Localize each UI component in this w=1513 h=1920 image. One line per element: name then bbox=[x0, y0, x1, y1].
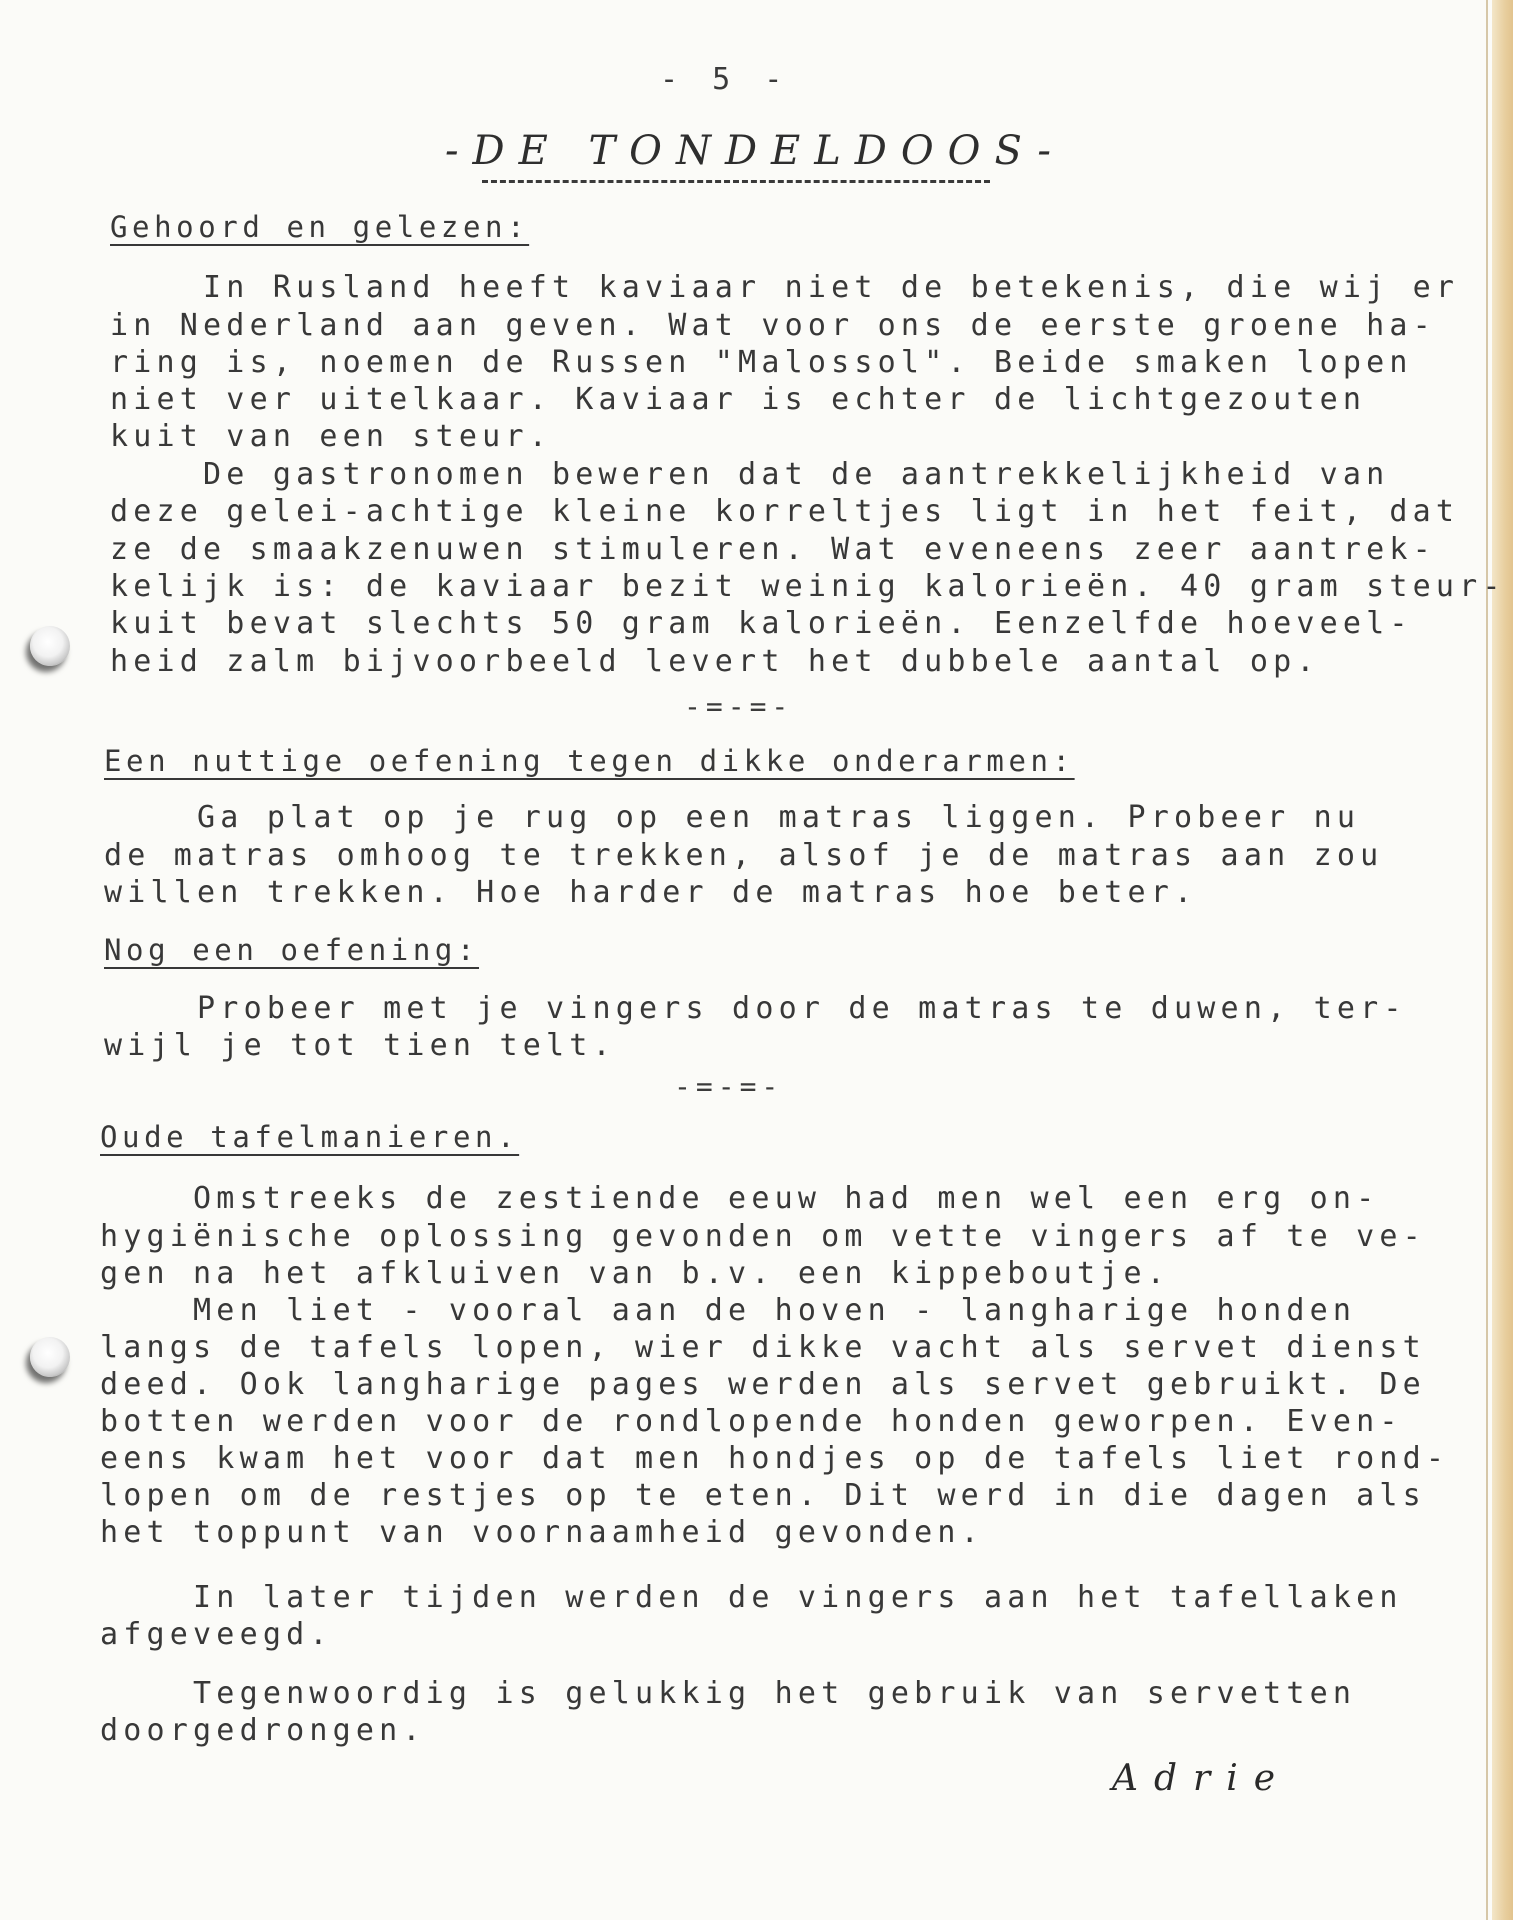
section-heading: Een nuttige oefening tegen dikke onderarmen: bbox=[104, 744, 1075, 778]
text-line: Tegenwoordig is gelukkig het gebruik van servetten bbox=[100, 1676, 1357, 1711]
page-number: - 5 - bbox=[660, 62, 791, 97]
text-line: De gastronomen beweren dat de aantrekkelijkheid van bbox=[110, 457, 1390, 492]
text-line: langs de tafels lopen, wier dikke vacht als servet dienst bbox=[100, 1330, 1426, 1365]
text-line: kelijk is: de kaviaar bezit weinig kalorieën. 40 gram steur- bbox=[110, 569, 1506, 604]
text-line: In later tijden werden de vingers aan het tafellaken bbox=[100, 1580, 1403, 1615]
text-line: ring is, noemen de Russen "Malossol". Beide smaken lopen bbox=[110, 345, 1413, 380]
text-line: Men liet - vooral aan de hoven - langharige honden bbox=[100, 1293, 1357, 1328]
text-line: in Nederland aan geven. Wat voor ons de eerste groene ha- bbox=[110, 308, 1436, 343]
text-line: het toppunt van voornaamheid gevonden. bbox=[100, 1515, 984, 1550]
text-line: wijl je tot tien telt. bbox=[104, 1028, 616, 1063]
section-heading: Oude tafelmanieren. bbox=[100, 1120, 520, 1154]
text-line: niet ver uitelkaar. Kaviaar is echter de lichtgezouten bbox=[110, 382, 1367, 417]
text-line: willen trekken. Hoe harder de matras hoe beter. bbox=[104, 875, 1198, 910]
text-line: hygiënische oplossing gevonden om vette vingers af te ve- bbox=[100, 1219, 1426, 1254]
text-line: Ga plat op je rug op een matras liggen. Probeer nu bbox=[104, 800, 1361, 835]
text-line: deze gelei-achtige kleine korreltjes ligt in het feit, dat bbox=[110, 494, 1460, 529]
text-line: Omstreeks de zestiende eeuw had men wel een erg on- bbox=[100, 1181, 1380, 1216]
text-line: gen na het afkluiven van b.v. een kippeboutje. bbox=[100, 1256, 1171, 1291]
text-line: botten werden voor de rondlopende honden geworpen. Even- bbox=[100, 1404, 1403, 1439]
text-line: ze de smaakzenuwen stimuleren. Wat eveneens zeer aantrek- bbox=[110, 532, 1436, 567]
text-line: kuit bevat slechts 50 gram kalorieën. Eenzelfde hoeveel- bbox=[110, 606, 1413, 641]
section-heading: Gehoord en gelezen: bbox=[110, 210, 530, 244]
text-line: heid zalm bijvoorbeeld levert het dubbele aantal op. bbox=[110, 644, 1320, 679]
text-line: In Rusland heeft kaviaar niet de betekenis, die wij er bbox=[110, 270, 1460, 305]
page-edge-line bbox=[1486, 0, 1488, 1920]
text-line: lopen om de restjes op te eten. Dit werd in die dagen als bbox=[100, 1478, 1426, 1513]
section-divider: -=-=- bbox=[674, 1070, 784, 1103]
text-line: deed. Ook langharige pages werden als servet gebruikt. De bbox=[100, 1367, 1426, 1402]
section-divider: -=-=- bbox=[684, 690, 794, 723]
paper-edge bbox=[1492, 0, 1513, 1920]
author-signature: Adrie bbox=[1112, 1758, 1292, 1799]
text-line: doorgedrongen. bbox=[100, 1713, 426, 1748]
text-line: Probeer met je vingers door de matras te duwen, ter- bbox=[104, 991, 1407, 1026]
masthead-title: -DE TONDELDOOS- bbox=[445, 128, 1065, 174]
masthead-underline bbox=[482, 180, 990, 183]
text-line: de matras omhoog te trekken, alsof je de matras aan zou bbox=[104, 838, 1384, 873]
punch-hole-bottom bbox=[30, 1337, 70, 1377]
text-line: kuit van een steur. bbox=[110, 419, 552, 454]
text-line: afgeveegd. bbox=[100, 1617, 333, 1652]
punch-hole-top bbox=[30, 626, 70, 666]
text-line: eens kwam het voor dat men hondjes op de tafels liet rond- bbox=[100, 1441, 1450, 1476]
section-heading: Nog een oefening: bbox=[104, 933, 480, 967]
